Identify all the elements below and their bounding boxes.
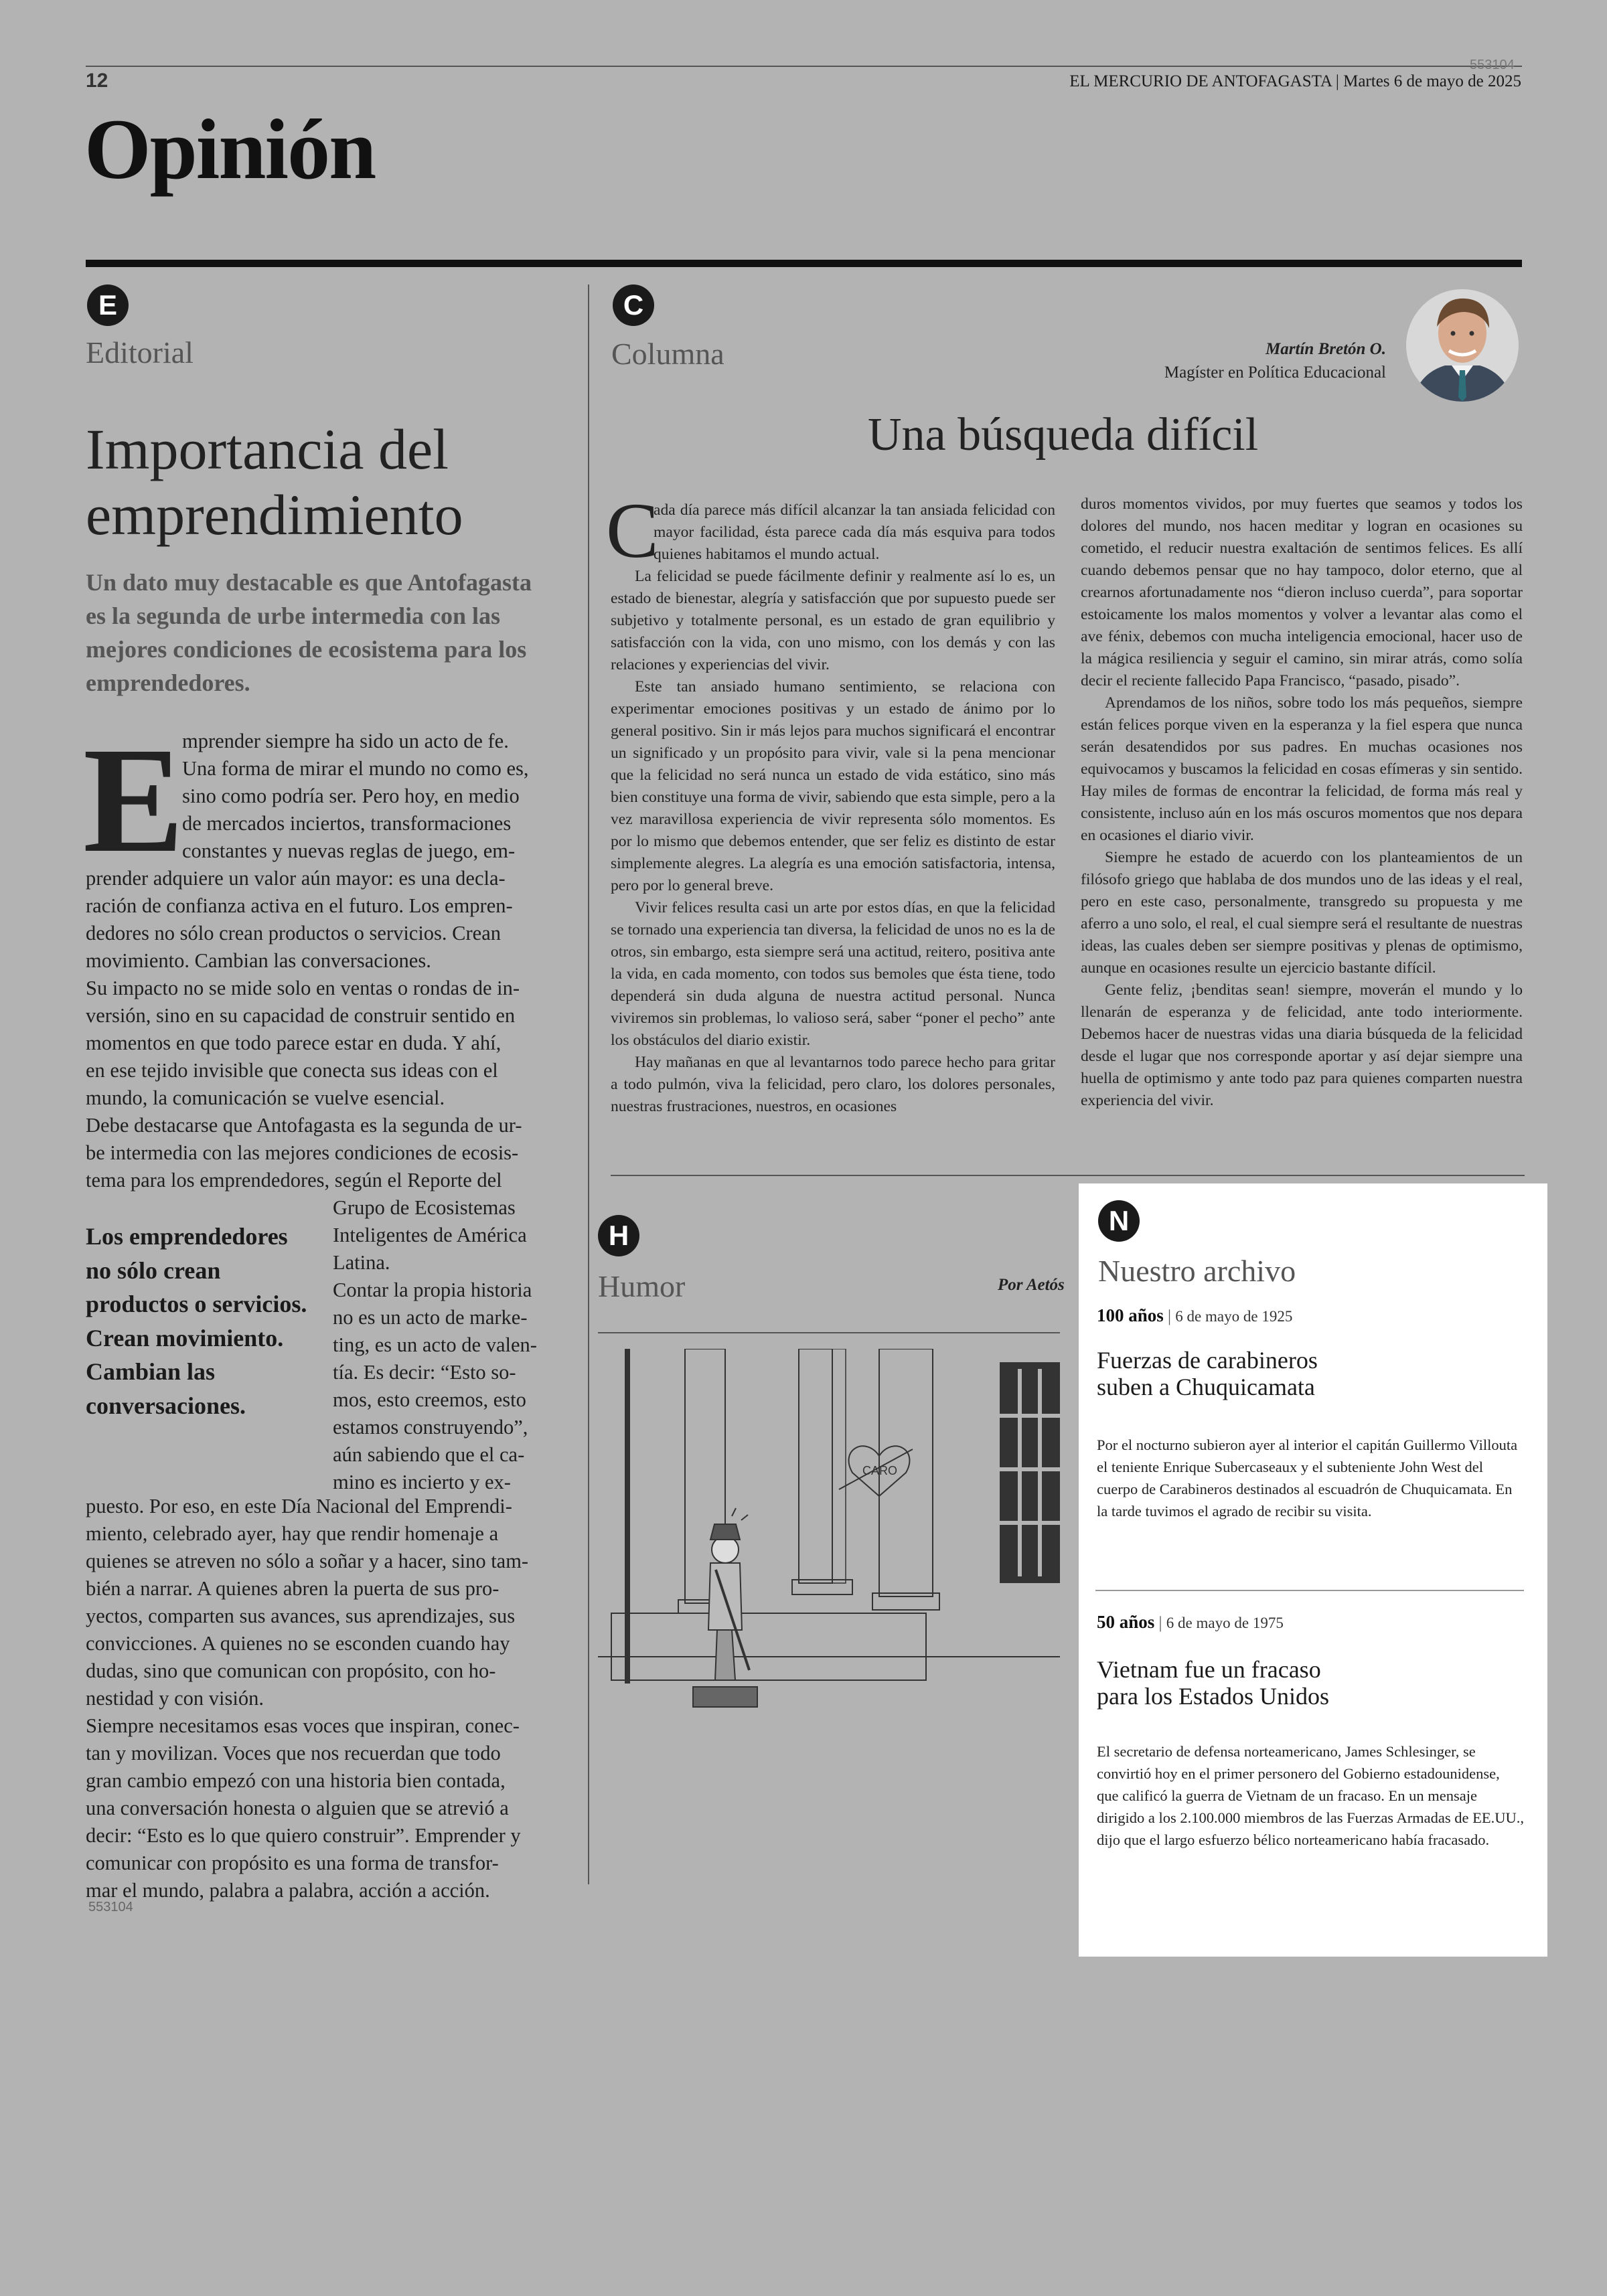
column-paragraph: ada día parece más difícil alcanzar la tan ansiada felicidad con mayor facilidad, ésta parece cada día más esquiva para todos quienes habitamos el mundo actual. xyxy=(654,501,1055,563)
editorial-lead: Un dato muy destacable es que Antofagasta es la segunda de urbe intermedia con las mejores condiciones de ecosistema para los emprendedores. xyxy=(86,569,532,696)
publication-name: EL MERCURIO DE ANTOFAGASTA xyxy=(1069,72,1332,90)
archive-item-years: 50 años xyxy=(1097,1612,1155,1632)
archive-item-date: 6 de mayo de 1925 xyxy=(1175,1308,1293,1325)
editorial-line: tía. Es decir: “Esto so- xyxy=(333,1361,516,1384)
editorial-line: Latina. xyxy=(333,1251,390,1274)
section-thick-rule xyxy=(86,260,1522,267)
editorial-line: Debe destacarse que Antofagasta es la segunda de ur- xyxy=(86,1114,522,1137)
editorial-mid-lines xyxy=(86,865,554,1194)
editorial-line: dudas, sino que comunican con propósito, con ho- xyxy=(86,1659,496,1682)
editorial-line: convicciones. A quienes no se esconden cuando hay xyxy=(86,1632,510,1655)
archive-label: Nuestro archivo xyxy=(1098,1254,1296,1288)
archive-title-line: suben a Chuquicamata xyxy=(1097,1374,1315,1400)
column-paragraph: duros momentos vividos, por muy fuertes que seamos y todos los dolores del mundo, nos hacen meditar y logran en ocasiones su cometido, el reducir nuestra exaltación de sentimos felices. Es allí cuando debemos pensar que no hay tampoco, dolor eterno, que al crearnos afortunadamente nos “dieron incluso cuerda”, para soportar estoicamente los malos momentos y volver a levantar alas como el ave fénix, debemos con mucha inteligencia emocional, hacer uso de la mágica resiliencia y seguir el camino, sin mirar atrás, como solía decir el reciente fallecido Papa Francisco, “pasado, pisado”. xyxy=(1081,495,1523,689)
section-title: Opinión xyxy=(84,102,376,197)
editorial-line: de mercados inciertos, transformaciones xyxy=(182,812,512,835)
editorial-line: momentos en que todo parece estar en duda. Y ahí, xyxy=(86,1032,502,1054)
column-drop-cap: C xyxy=(606,487,659,574)
editorial-line: aún sabiendo que el ca- xyxy=(333,1443,525,1466)
editorial-line: gran cambio empezó con una historia bien contada, xyxy=(86,1769,506,1792)
editorial-top-lines xyxy=(182,728,557,865)
archive-item-date: 6 de mayo de 1975 xyxy=(1166,1615,1284,1631)
publication-date: Martes 6 de mayo de 2025 xyxy=(1343,72,1521,90)
editorial-line: be intermedia con las mejores condiciones de ecosis- xyxy=(86,1141,519,1164)
editorial-line: nestidad y con visión. xyxy=(86,1687,264,1710)
editorial-drop-cap: E xyxy=(83,716,184,884)
editorial-line: Contar la propia historia xyxy=(333,1279,532,1301)
editorial-line: Su impacto no se mide solo en ventas o rondas de in- xyxy=(86,977,520,999)
humor-credit: Por Aetós xyxy=(998,1276,1065,1294)
humor-badge: H xyxy=(598,1215,639,1256)
editorial-line: tema para los emprendedores, según el Reporte del xyxy=(86,1169,502,1192)
archive-title-line: Vietnam fue un fracaso xyxy=(1097,1656,1321,1683)
archive-item-2-header xyxy=(1097,1612,1284,1633)
editorial-badge: E xyxy=(87,284,129,326)
column-author-name: Martín Bretón O. xyxy=(1266,340,1386,358)
archive-item-1-title xyxy=(1097,1347,1318,1400)
archive-item-sep: | xyxy=(1163,1307,1176,1325)
editorial-line: movimiento. Cambian las conversaciones. xyxy=(86,949,431,972)
editorial-line: comunicar con propósito es una forma de transfor- xyxy=(86,1852,499,1874)
archive-title-line: para los Estados Unidos xyxy=(1097,1683,1329,1710)
separator: | xyxy=(1331,72,1344,90)
page-code-bottom: 553104 xyxy=(88,1900,133,1914)
archive-item-1-body: Por el nocturno subieron ayer al interior el capitán Guillermo Villouta el teniente Enrique Subercaseaux y el subteniente John West del cuerpo de Carabineros destinados al escuadrón de Chuquicamata. En la tarde tuvimos el agrado de recibir su visita. xyxy=(1097,1437,1518,1520)
editorial-line: estamos construyendo”, xyxy=(333,1416,528,1439)
column-paragraph: Gente feliz, ¡benditas sean! siempre, moverán el mundo y lo llenarán de esperanza y de felicidad, ante todo interiormente. Debemos hacer de nuestras vidas una diaria búsqueda de la felicidad desde el lugar que nos corresponde aportar y así dejar siempre una huella de optimismo y ante todo paz para quienes comparten nuestra experiencia del vivir. xyxy=(1081,981,1523,1109)
editorial-line: bién a narrar. A quienes abren la puerta de sus pro- xyxy=(86,1577,500,1600)
editorial-line: ración de confianza activa en el futuro. Los empren- xyxy=(86,894,513,917)
archive-item-years: 100 años xyxy=(1097,1305,1164,1325)
archive-title-line: Fuerzas de carabineros xyxy=(1097,1347,1318,1374)
editorial-line: mundo, la comunicación se vuelve esencial. xyxy=(86,1086,445,1109)
editorial-headline-line1: Importancia del xyxy=(86,417,449,481)
editorial-line: sino como podría ser. Pero hoy, en medio xyxy=(182,785,520,807)
editorial-line: mprender siempre ha sido un acto de fe. xyxy=(182,730,509,752)
editorial-line: miento, celebrado ayer, hay que rendir homenaje a xyxy=(86,1522,499,1545)
editorial-line: mino es incierto y ex- xyxy=(333,1471,511,1493)
editorial-line: no es un acto de marke- xyxy=(333,1306,528,1329)
page-code-top: 553104 xyxy=(1470,58,1515,72)
editorial-line: quienes se atreven no sólo a soñar y a hacer, sino tam- xyxy=(86,1550,529,1572)
humor-label: Humor xyxy=(598,1269,686,1303)
editorial-line: tan y movilizan. Voces que nos recuerdan que todo xyxy=(86,1742,501,1765)
editorial-line: ting, es un acto de valen- xyxy=(333,1333,537,1356)
archive-item-sep: | xyxy=(1154,1614,1166,1632)
publication-line xyxy=(1069,72,1521,91)
column-label: Columna xyxy=(611,337,724,371)
archive-item-2-title xyxy=(1097,1656,1329,1710)
author-photo xyxy=(1405,280,1520,404)
column-bottom-rule xyxy=(611,1175,1525,1176)
editorial-line: Siempre necesitamos esas voces que inspiran, conec- xyxy=(86,1714,520,1737)
editorial-line: Una forma de mirar el mundo no como es, xyxy=(182,757,529,780)
editorial-line: mos, esto creemos, esto xyxy=(333,1388,526,1411)
editorial-headline-line2: emprendimiento xyxy=(86,483,463,547)
column-badge: C xyxy=(613,284,654,326)
editorial-line: Inteligentes de América xyxy=(333,1224,527,1246)
archive-divider xyxy=(1095,1590,1524,1591)
editorial-line: yectos, comparten sus avances, sus aprendizajes, sus xyxy=(86,1605,516,1627)
editorial-bottom-lines xyxy=(86,1493,554,1904)
editorial-line: puesto. Por eso, en este Día Nacional del Emprendi- xyxy=(86,1495,512,1518)
editorial-narrow-lines xyxy=(333,1194,560,1496)
humor-rule xyxy=(598,1332,1060,1333)
archive-item-1-header xyxy=(1097,1305,1292,1326)
column-divider xyxy=(588,284,589,1884)
page-number: 12 xyxy=(86,70,108,92)
top-rule xyxy=(86,66,1522,67)
column-paragraph: Siempre he estado de acuerdo con los planteamientos de un filósofo griego que hablaba de dos mundos uno de las ideas y el real, pero en este caso, personalmente, transgredo su propuesta y me aferro a uno solo, el real, el cual siempre será el resultante de nuestras ideas, las cuales deben ser siempre positivas y plenas de optimismo, aunque en ocasiones resulte un ejercicio bastante difícil. xyxy=(1081,849,1523,977)
editorial-line: en ese tejido invisible que conecta sus ideas con el xyxy=(86,1059,498,1082)
column-paragraph: Vivir felices resulta casi un arte por estos días, en que la felicidad se tornado una experiencia tan diversa, la felicidad de unos no es la de otros, sin embargo, esta siempre será una actitud, reitero, positiva ante la vida, en cada momento, con todos sus bemoles que ésta tiene, todo dependerá sin duda alguna de nuestra actitud personal. Nunca viviremos sin problemas, lo valioso será, saber “poner el pecho” ante los obstáculos del diario existir. xyxy=(611,899,1055,1049)
archive-item-2-body: El secretario de defensa norteamericano, James Schlesinger, se convirtió hoy en el primer personero del Gobierno estadounidense, que calificó la guerra de Vietnam de un fracaso. En un mensaje dirigido a los 2.100.000 miembros de las Fuerzas Armadas de EE.UU., dijo que el largo esfuerzo bélico norteamericano había fracasado. xyxy=(1097,1743,1525,1848)
column-left-text xyxy=(611,499,1055,1118)
humor-cartoon xyxy=(598,1349,1060,1737)
editorial-line: una conversación honesta o alguien que se atrevió a xyxy=(86,1797,509,1819)
column-paragraph: La felicidad se puede fácilmente definir y realmente así lo es, un estado de bienestar, alegría y satisfacción que por supuesto puede ser subjetivo y totalmente personal, es un estado de gran equilibrio y satisfacción con la vida, con uno mismo, con los demás y con las relaciones y experiencias del vivir. xyxy=(611,568,1055,673)
column-right-text xyxy=(1081,493,1523,1112)
column-paragraph: Este tan ansiado humano sentimiento, se relaciona con experimentar emociones positivas y un estado de ánimo por lo general positivo. Sin ir más lejos para muchos significará el encontrar un significado y un propósito para vivir, vale si la pena mencionar que la felicidad no será nunca un estado de vida estático, sino más bien constituye una forma de vivir, sabiendo que esta simple, pero a la vez maravillosa experiencia de vivir representa sólo momentos. Es por lo mismo que debemos entender, que ser feliz es distinto de estar simplemente alegres. La alegría es una emoción satisfactoria, intensa, pero por lo general breve. xyxy=(611,678,1055,894)
editorial-pull-quote: Los emprendedores no sólo crean productos o servicios. Crean movimiento. Cambian las conversaciones. xyxy=(86,1223,307,1419)
editorial-line: mar el mundo, palabra a palabra, acción a acción. xyxy=(86,1879,490,1902)
editorial-line: versión, sino en su capacidad de construir sentido en xyxy=(86,1004,516,1027)
cartoon-graffiti-text: CARO xyxy=(862,1464,898,1477)
editorial-line: dedores no sólo crean productos o servicios. Crean xyxy=(86,922,501,945)
archive-badge: N xyxy=(1098,1200,1140,1242)
editorial-line: constantes y nuevas reglas de juego, em- xyxy=(182,839,516,862)
editorial-line: Grupo de Ecosistemas xyxy=(333,1196,516,1219)
editorial-line: decir: “Esto es lo que quiero construir”. Emprender y xyxy=(86,1824,521,1847)
editorial-line: prender adquiere un valor aún mayor: es una decla- xyxy=(86,867,506,890)
column-author-title: Magíster en Política Educacional xyxy=(1164,363,1386,382)
editorial-headline xyxy=(86,416,463,548)
column-paragraph: Hay mañanas en que al levantarnos todo parece hecho para gritar a todo pulmón, viva la felicidad, pero claro, los dolores personales, nuestras frustraciones, nuestros, en ocasiones xyxy=(611,1054,1055,1115)
editorial-label: Editorial xyxy=(86,335,194,370)
column-paragraph: Aprendamos de los niños, sobre todo los más pequeños, siempre están felices porque viven en la esperanza y la fiel espera que nunca serán desatendidos por sus padres. En muchas ocasiones nos equivocamos y buscamos la felicidad en cosas efímeras y sin sentido. Hay miles de formas de encontrar la felicidad, de forma más real y consistente, incluso aún en los más oscuros momentos que nos depara en ocasiones el diario vivir. xyxy=(1081,694,1523,844)
column-headline: Una búsqueda difícil xyxy=(868,409,1259,461)
